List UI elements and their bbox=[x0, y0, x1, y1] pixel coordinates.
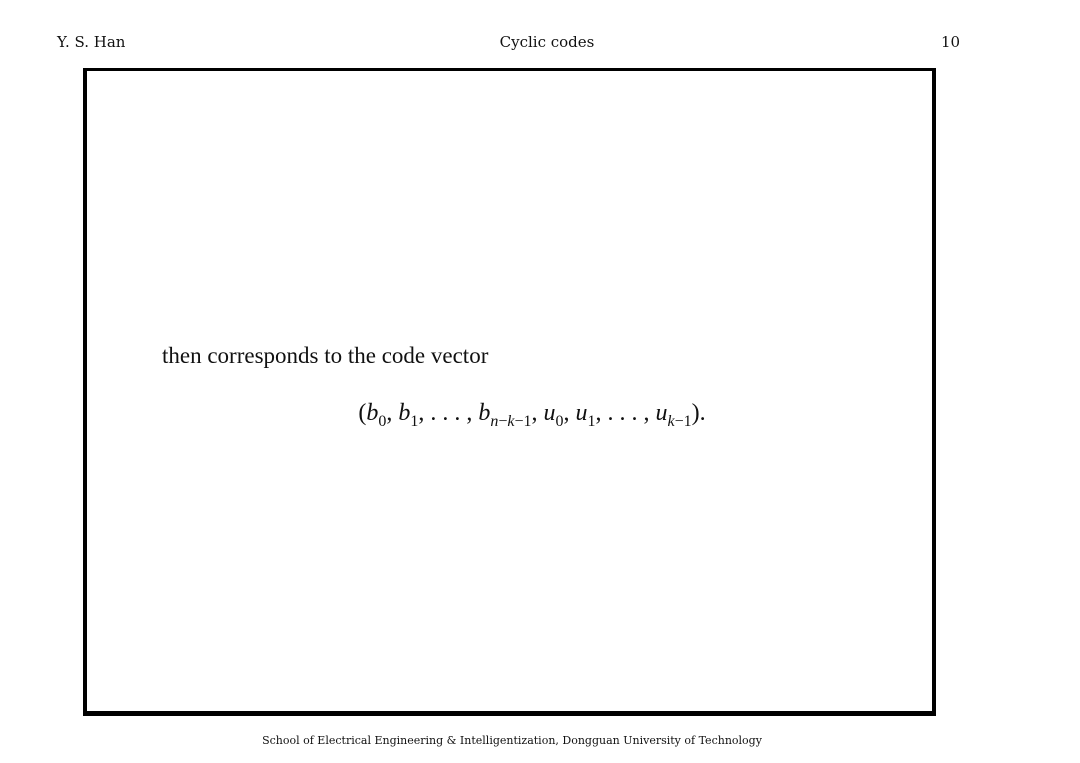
footer-institution: School of Electrical Engineering & Intelligentization, Dongguan University of Technology bbox=[262, 734, 762, 747]
code-vector-formula: ($b_0$, $b_1$, . . . , $b_{n-k-1}$, $u_0$, $u_1$, . . . , $u_{k-1}$). bbox=[358, 400, 706, 430]
page-number: 10 bbox=[941, 33, 961, 51]
slide-frame bbox=[83, 68, 936, 716]
header-author: Y. S. Han bbox=[57, 33, 126, 51]
header-title: Cyclic codes bbox=[499, 33, 595, 51]
slide-body-text: then corresponds to the code vector bbox=[162, 343, 489, 368]
